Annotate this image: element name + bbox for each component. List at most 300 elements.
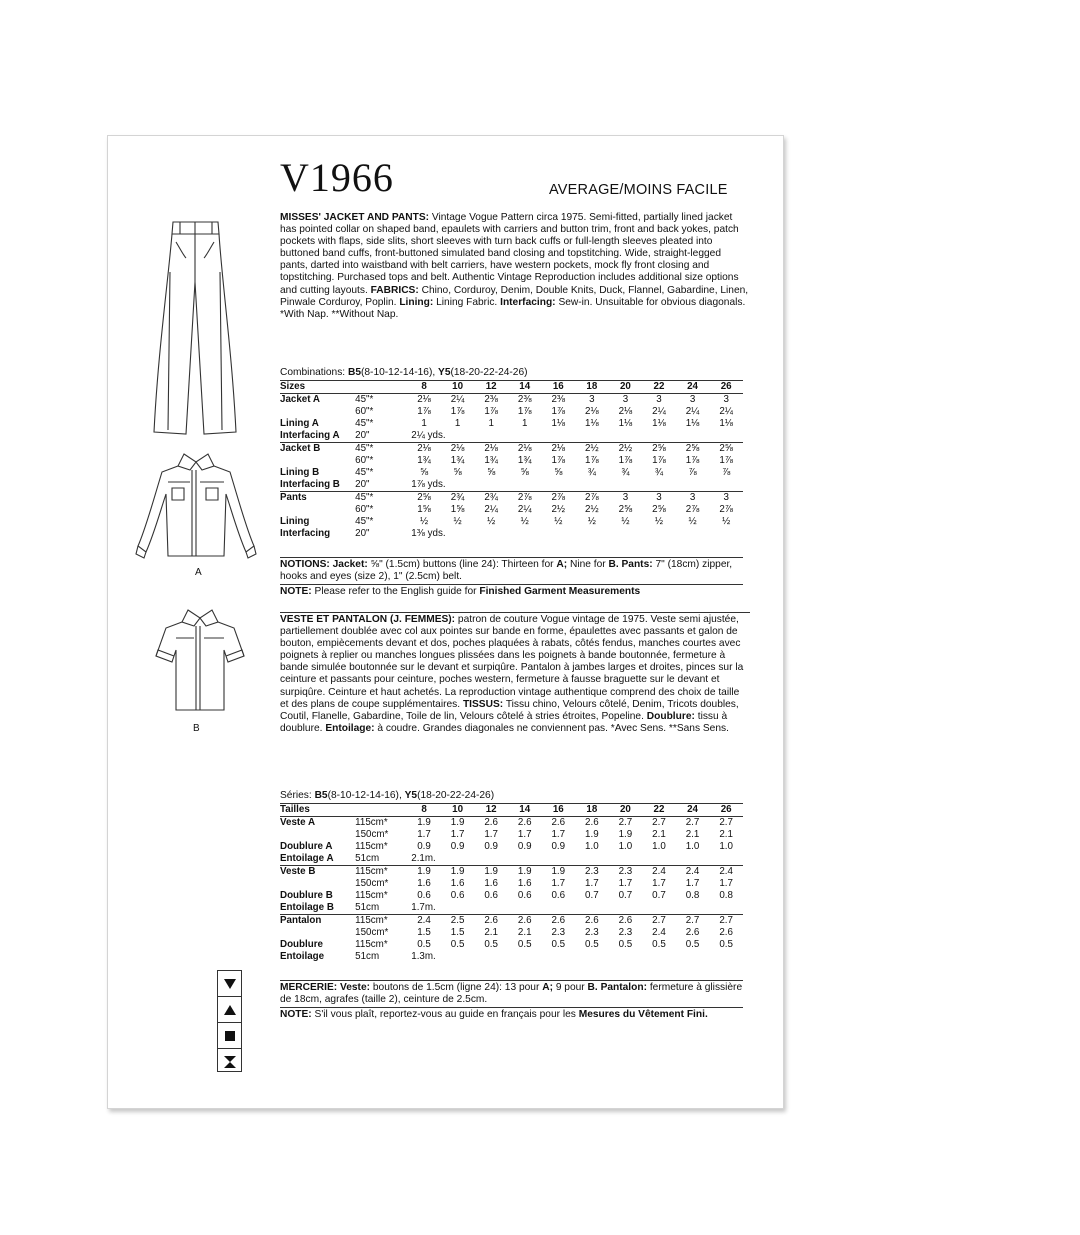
yardage-cell: 1⅞ (685, 455, 700, 466)
yardage-cell: 1⅞ (450, 406, 465, 417)
yardage-cell: 1⅛ (719, 418, 733, 429)
yardage-cell: 0.6 (450, 890, 465, 901)
yardage-cell: 0.5 (551, 939, 566, 950)
yardage-row (280, 516, 743, 528)
yardage-cell: 0.5 (450, 939, 465, 950)
yardage-cell: 2.7 (685, 817, 700, 828)
yardage-cell: 1.7 (517, 829, 532, 840)
yardage-cell: 1¾ (450, 455, 465, 466)
fabric-width: 150cm* (355, 927, 389, 938)
row-label: Pants (280, 492, 355, 505)
yardage-cell: 2⅝ (709, 443, 743, 456)
yardage-cell: 2.6 (484, 817, 498, 828)
yardage-cell: 2½ (609, 443, 643, 456)
fabric-width: 45"* (355, 443, 407, 456)
yardage-cell: 2.7 (719, 817, 733, 828)
row-label: Interfacing (280, 528, 331, 539)
yardage-cell: 2.4 (652, 927, 666, 938)
yardage-cell: 0.9 (484, 841, 498, 852)
yardage-cell: 2⅛ (508, 443, 542, 456)
yardage-cell: ½ (587, 516, 596, 527)
yardage-cell: ⅝ (520, 467, 529, 478)
yardage-cell: 0.5 (517, 939, 532, 950)
yardage-cell: 2¼ (685, 406, 700, 417)
fabric-width: 20" (355, 430, 370, 441)
yardage-cell: 1.5 (450, 927, 465, 938)
yardage-cell: 2.3 (575, 866, 609, 879)
yardage-cell: 1.7 (450, 829, 465, 840)
difficulty-label: AVERAGE/MOINS FACILE (549, 182, 728, 198)
yardage-cell: 0.9 (450, 841, 465, 852)
combinations-line: Combinations: B5(8-10-12-14-16), Y5(18-20-22-24-26) (280, 367, 528, 378)
yardage-cell: 2½ (575, 443, 609, 456)
yardage-cell: ½ (621, 516, 630, 527)
yardage-cell: 2⅛ (618, 406, 633, 417)
yardage-cell: 1⅛ (551, 418, 566, 429)
fabric-width: 150cm* (355, 829, 389, 840)
row-label (280, 504, 355, 516)
yardage-cell: 2.4 (642, 866, 676, 879)
yardage-row (280, 927, 743, 939)
yardage-cell: 2⅛ (441, 443, 475, 456)
yardage-cell: 2.6 (551, 817, 566, 828)
yardage-cell: 1.7 (585, 878, 599, 889)
fabric-width: 60"* (355, 455, 374, 466)
yardage-cell: 1¾ (417, 455, 431, 466)
yardage-total-cell: 1.7m. (411, 902, 436, 913)
yardage-cell: 3 (689, 394, 696, 405)
yardage-cell: 0.7 (652, 890, 666, 901)
size-header-cell: 24 (676, 381, 710, 394)
fabric-width: 51cm (355, 902, 380, 913)
size-header-cell: 26 (709, 804, 743, 817)
fabric-width: 115cm* (355, 915, 407, 928)
yardage-cell: 2.4 (709, 866, 743, 879)
yardage-cell: ½ (520, 516, 529, 527)
fabric-width: 60"* (355, 504, 374, 515)
yardage-cell: 1⅝ (450, 504, 465, 515)
size-header-cell: 12 (474, 381, 508, 394)
yardage-cell: 1.0 (685, 841, 700, 852)
jacket-a-illustration (132, 448, 262, 563)
yardage-cell: 2.6 (685, 927, 700, 938)
yardage-cell: ⅝ (419, 467, 429, 478)
yardage-cell: 1¾ (484, 455, 498, 466)
yardage-cell: 2.6 (585, 817, 599, 828)
yardage-cell: 1¾ (517, 455, 532, 466)
yardage-cell: 1.9 (474, 866, 508, 879)
yardage-cell: 3 (709, 492, 743, 505)
yardage-cell: 2⅜ (517, 394, 532, 405)
yardage-cell: 2⅞ (508, 492, 542, 505)
yardage-row (280, 902, 743, 915)
yardage-cell: 2.6 (474, 915, 508, 928)
yardage-cell: 0.5 (652, 939, 666, 950)
yardage-cell: 2.3 (551, 927, 566, 938)
pants-illustration (140, 212, 250, 442)
size-header-row (280, 804, 743, 817)
yardage-cell: 2⅛ (585, 406, 599, 417)
french-mercerie: MERCERIE: Veste: boutons de 1.5cm (ligne 24): 13 pour A; 9 pour B. Pantalon: fermeture à glissière de 18cm, agrafes (taille 2), ceinture de 2.5cm. (280, 982, 743, 1006)
yardage-cell: 2⅝ (407, 492, 441, 505)
yardage-cell: 0.6 (551, 890, 566, 901)
view-b-caption: B (193, 723, 200, 734)
yardage-cell: 3 (723, 394, 729, 405)
yardage-cell: 1.9 (441, 866, 475, 879)
yardage-cell: 2¼ (652, 406, 666, 417)
yardage-cell: 1⅞ (585, 455, 599, 466)
yardage-row (280, 430, 743, 443)
fabric-width: 45"* (355, 418, 374, 429)
yardage-cell: 2⅛ (417, 394, 431, 405)
yardage-cell: 2.1 (719, 829, 733, 840)
yardage-cell: 1.9 (618, 829, 633, 840)
yardage-cell: 1.9 (407, 866, 441, 879)
yardage-cell: 3 (609, 492, 643, 505)
yardage-row (280, 817, 743, 830)
yardage-cell: 2.6 (575, 915, 609, 928)
yardage-cell: 1⅛ (618, 418, 633, 429)
interfacing-label: Interfacing: (500, 296, 556, 308)
yardage-cell: 1.6 (450, 878, 465, 889)
size-header-cell: 8 (407, 804, 441, 817)
yardage-cell: 0.5 (618, 939, 633, 950)
yardage-cell: 1⅝ (417, 504, 431, 515)
yardage-cell: 1.7 (551, 878, 566, 889)
yardage-cell: 1⅞ (719, 455, 733, 466)
yardage-cell: 1.9 (585, 829, 599, 840)
yardage-cell: 0.5 (685, 939, 700, 950)
fabric-width: 115cm* (355, 890, 388, 901)
yardage-cell: 1⅛ (585, 418, 599, 429)
english-description (280, 212, 750, 321)
size-header-cell: 26 (709, 381, 743, 394)
yardage-cell: ½ (419, 516, 429, 527)
yardage-cell: 2⅛ (407, 443, 441, 456)
yardage-cell: 2.7 (618, 817, 633, 828)
yardage-cell: 1.6 (517, 878, 532, 889)
yardage-cell: 1⅞ (551, 455, 566, 466)
yardage-cell: 2⅞ (685, 504, 700, 515)
square-icon (218, 1022, 241, 1048)
yardage-cell: ¾ (654, 467, 664, 478)
yardage-row (280, 406, 743, 418)
yardage-row (280, 455, 743, 467)
yardage-total-cell: 1⅜ yds. (411, 528, 446, 539)
yardage-cell: 0.9 (517, 841, 532, 852)
yardage-cell: 1⅛ (685, 418, 700, 429)
yardage-cell: 1.9 (417, 817, 431, 828)
yardage-cell: ½ (554, 516, 563, 527)
yardage-cell: 2.4 (676, 866, 710, 879)
yardage-cell: ½ (453, 516, 462, 527)
yardage-row (280, 504, 743, 516)
yardage-cell: 1⅞ (551, 406, 566, 417)
yardage-row (280, 467, 743, 479)
yardage-cell: 2.6 (542, 915, 576, 928)
yardage-cell: 1 (488, 418, 494, 429)
english-desc: Vintage Vogue Pattern circa 1975. Semi-fitted, partially lined jacket has pointed collar on shaped band, epaulets with carriers and button trim, front and back yokes, patch pockets with flaps, side slits, short sleeves with turn back cuffs or full-length sleeves pleated into buttoned band cuffs, front-buttoned simulated band closing and topstitching. Wide, straight-legged pants, darted into waistband with belt carriers, have western pockets, mock fly front closing and topstitching. Purchased tops and belt. Authentic Vintage Reproduction includes additional size options and cutting layouts. (280, 212, 739, 296)
yardage-cell: 1.7 (551, 829, 566, 840)
row-label: Interfacing B (280, 479, 340, 490)
row-label: Interfacing A (280, 430, 340, 441)
view-a-caption: A (195, 567, 202, 578)
yardage-cell: ⅞ (688, 467, 697, 478)
fabric-width: 51cm (355, 951, 380, 962)
yardage-cell: 3 (642, 492, 676, 505)
yardage-cell: 0.8 (719, 890, 733, 901)
fabric-width: 60"* (355, 406, 374, 417)
yardage-row (280, 829, 743, 841)
yardage-cell: 2.4 (407, 915, 441, 928)
yardage-total-cell: 1.3m. (411, 951, 436, 962)
yardage-row (280, 418, 743, 430)
yardage-row (280, 479, 743, 492)
row-label: Entoilage A (280, 853, 334, 864)
english-title: MISSES' JACKET AND PANTS: (280, 212, 430, 223)
yardage-total-cell: 1⅞ yds. (411, 479, 446, 490)
yardage-cell: 2½ (551, 504, 566, 515)
yardage-cell: 2.6 (508, 915, 542, 928)
row-label: Doublure (280, 939, 323, 950)
row-label (280, 455, 355, 467)
size-header-cell: 22 (642, 804, 676, 817)
yardage-cell: 1.5 (417, 927, 431, 938)
size-header-row (280, 381, 743, 394)
yardage-cell: 1⅛ (652, 418, 666, 429)
row-label: Doublure B (280, 890, 333, 901)
yardage-cell: 1.7 (417, 829, 431, 840)
yardage-cell: 1.7 (685, 878, 700, 889)
row-label: Entoilage (280, 951, 325, 962)
yardage-row (280, 915, 743, 928)
yardage-cell: 0.5 (484, 939, 498, 950)
yardage-row (280, 890, 743, 902)
french-note: NOTE: S'il vous plaît, reportez-vous au guide en français pour les Mesures du Vêtement Fini. (280, 1007, 743, 1021)
yardage-cell: 2.3 (585, 927, 599, 938)
size-header-cell: 18 (575, 804, 609, 817)
yardage-cell: 1.0 (585, 841, 599, 852)
yardage-cell: 1⅞ (618, 455, 633, 466)
yardage-cell: 3 (656, 394, 662, 405)
yardage-cell: 0.6 (517, 890, 532, 901)
fabrics-text: Chino, Corduroy, Denim, Double Knits, Duck, Flannel, Gabardine, Linen, Pinwale Corduroy, Poplin. (280, 284, 749, 308)
yardage-cell: 2⅛ (542, 443, 576, 456)
row-label: Veste A (280, 817, 316, 828)
size-header-cell: 14 (508, 381, 542, 394)
yardage-cell: 0.8 (685, 890, 700, 901)
yardage-cell: 2.1 (484, 927, 498, 938)
size-header-cell: 22 (642, 381, 676, 394)
yardage-cell: 0.7 (618, 890, 633, 901)
fabric-width: 115cm* (355, 817, 388, 828)
yardage-cell: 2⅝ (676, 443, 710, 456)
yardage-cell: 0.5 (417, 939, 431, 950)
yardage-cell: 3 (622, 394, 629, 405)
yardage-row (280, 951, 743, 963)
yardage-cell: 0.5 (719, 939, 733, 950)
yardage-cell: ⅝ (487, 467, 496, 478)
yardage-cell: 1.9 (508, 866, 542, 879)
row-label: Lining (280, 516, 310, 527)
row-label (280, 878, 355, 890)
yardage-cell: 2¼ (517, 504, 532, 515)
size-header-cell: 20 (609, 804, 643, 817)
yardage-cell: 1.0 (719, 841, 733, 852)
size-header-cell: 16 (542, 804, 576, 817)
yardage-cell: 1⅞ (484, 406, 498, 417)
yardage-cell: 2⅞ (575, 492, 609, 505)
yardage-cell: 2.6 (609, 915, 643, 928)
size-header-cell: 10 (441, 381, 475, 394)
yardage-cell: 2¼ (484, 504, 498, 515)
yardage-cell: 0.5 (585, 939, 599, 950)
row-label: Jacket A (280, 394, 320, 405)
size-header-cell: 18 (575, 381, 609, 394)
fabric-width: 45"* (355, 394, 374, 405)
yardage-cell: ¾ (587, 467, 596, 478)
pattern-symbols (217, 970, 242, 1072)
yardage-cell: 2⅜ (484, 394, 498, 405)
fabric-width: 51cm (355, 853, 380, 864)
fabric-width: 150cm* (355, 878, 389, 889)
yardage-cell: 2.1 (517, 927, 532, 938)
yardage-cell: 2⅝ (652, 504, 666, 515)
yardage-cell: ½ (487, 516, 496, 527)
yardage-cell: 1.9 (542, 866, 576, 879)
yardage-row (280, 394, 743, 407)
yardage-cell: 1⅞ (652, 455, 666, 466)
yardage-cell: 2⅛ (474, 443, 508, 456)
yardage-row (280, 939, 743, 951)
size-header-cell: 20 (609, 381, 643, 394)
yardage-cell: 0.6 (417, 890, 431, 901)
yardage-cell: 2.6 (719, 927, 733, 938)
yardage-cell: 0.7 (585, 890, 599, 901)
yardage-cell: 2¼ (450, 394, 465, 405)
yardage-cell: 3 (589, 394, 595, 405)
yardage-cell: 1.7 (484, 829, 498, 840)
size-header-cell: 24 (676, 804, 710, 817)
row-label: Lining B (280, 467, 320, 478)
yardage-cell: 1.6 (417, 878, 431, 889)
yardage-cell: 1.0 (618, 841, 633, 852)
yardage-cell: 2⅞ (542, 492, 576, 505)
fabric-width: 20" (355, 479, 370, 490)
yardage-cell: 1⅞ (517, 406, 532, 417)
yardage-total-cell: 2.1m. (411, 853, 436, 864)
yardage-cell: 2⅜ (551, 394, 566, 405)
english-note: NOTE: Please refer to the English guide for Finished Garment Measurements (280, 584, 743, 598)
yardage-cell: 2⅞ (719, 504, 733, 515)
yardage-cell: 2.7 (652, 817, 666, 828)
yardage-cell: 1.6 (484, 878, 498, 889)
yardage-cell: 2.3 (618, 927, 633, 938)
lining-label: Lining: (399, 296, 434, 308)
sizes-label: Sizes (280, 381, 355, 394)
interfacing-text: Sew-in. Unsuitable for obvious diagonals. *With Nap. **Without Nap. (280, 296, 746, 320)
row-label (280, 829, 355, 841)
yardage-cell: 1 (522, 418, 528, 429)
fabric-width: 115cm* (355, 841, 388, 852)
yardage-cell: 2.7 (709, 915, 743, 928)
triangle-down-icon (218, 971, 241, 996)
yardage-row (280, 528, 743, 540)
row-label: Veste B (280, 866, 355, 879)
yardage-cell: 2.3 (609, 866, 643, 879)
row-label: Lining A (280, 418, 319, 429)
french-yardage-table (280, 803, 743, 963)
series-line: Séries: B5(8-10-12-14-16), Y5(18-20-22-24-26) (280, 790, 495, 801)
yardage-cell: 2¼ (719, 406, 733, 417)
row-label (280, 406, 355, 418)
fabric-width: 45"* (355, 516, 374, 527)
yardage-cell: 1 (454, 418, 461, 429)
yardage-cell: 1.0 (652, 841, 666, 852)
yardage-cell: 1 (421, 418, 427, 429)
lining-text: Lining Fabric. (436, 296, 498, 308)
fabric-width: 20" (355, 528, 370, 539)
yardage-cell: ½ (722, 516, 731, 527)
fabric-width: 45"* (355, 467, 374, 478)
row-label: Entoilage B (280, 902, 334, 913)
yardage-row (280, 853, 743, 866)
yardage-row (280, 841, 743, 853)
yardage-cell: 2.1 (685, 829, 700, 840)
size-header-cell: 8 (407, 381, 441, 394)
hourglass-icon (218, 1048, 241, 1074)
triangle-up-icon (218, 996, 241, 1022)
french-title: VESTE ET PANTALON (J. FEMMES): (280, 614, 456, 625)
yardage-cell: ⅝ (554, 467, 563, 478)
yardage-cell: 2⅝ (618, 504, 633, 515)
row-label: Pantalon (280, 915, 355, 928)
row-label: Jacket B (280, 443, 355, 456)
french-description: VESTE ET PANTALON (J. FEMMES): patron de couture Vogue vintage de 1975. Veste semi ajustée, partiellement doublée avec col aux pointes sur bande en forme, épaulettes avec passants et galon de bouton, empiècements devant et dos, poches plaquées à rabats, côtés fendus, manches courtes avec poignets à replier ou manches longues plissées dans les poignets à bande boutonnée, fermeture à bande simulée boutonnée sur le devant et surpiqûre. Pantalon à jambes larges et droites, pinces sur la ceinture et passants pour ceinture, poches western, fermeture à fausse braguette sur le devant et surpiqûre. Ceinture et haut achetés. La reproduction vintage authentique comprend des choix de taille et des plans de coupe supplémentaires. TISSUS: Tissu chino, Velours côtelé, Denim, Tricots doubles, Coutil, Flanelle, Gabardine, Toile de lin, Velours côtelé à stries étroites, Popeline. Doublure: tissu à doublure. Entoilage: à coudre. Grandes diagonales ne conviennent pas. *Avec Sens. **Sans Sens. (280, 612, 750, 735)
sizes-label: Tailles (280, 804, 355, 817)
size-header-cell: 10 (441, 804, 475, 817)
fabric-width: 115cm* (355, 939, 388, 950)
yardage-cell: 2.1 (652, 829, 666, 840)
size-header-cell: 14 (508, 804, 542, 817)
yardage-row (280, 492, 743, 505)
size-header-cell: 16 (542, 381, 576, 394)
yardage-cell: 1⅞ (417, 406, 431, 417)
yardage-row (280, 443, 743, 456)
english-notions: NOTIONS: Jacket: ⅝" (1.5cm) buttons (line 24): Thirteen for A; Nine for B. Pants: 7" (18cm) zipper, hooks and eyes (size 2), 1" (2.5cm) belt. (280, 557, 743, 583)
yardage-cell: 0.9 (417, 841, 431, 852)
yardage-row (280, 866, 743, 879)
yardage-cell: 0.6 (484, 890, 498, 901)
yardage-cell: 2⅝ (642, 443, 676, 456)
size-header-cell: 12 (474, 804, 508, 817)
row-label: Doublure A (280, 841, 333, 852)
yardage-cell: 3 (676, 492, 710, 505)
yardage-cell: 1.7 (719, 878, 733, 889)
yardage-cell: 1.7 (652, 878, 666, 889)
yardage-cell: 2.7 (676, 915, 710, 928)
row-label (280, 927, 355, 939)
jacket-b-illustration (150, 604, 250, 716)
yardage-cell: 2.6 (517, 817, 532, 828)
yardage-cell: 1.7 (618, 878, 633, 889)
yardage-cell: 2.5 (441, 915, 475, 928)
fabrics-label: FABRICS: (370, 284, 419, 296)
yardage-total-cell: 2¼ yds. (411, 430, 446, 441)
yardage-cell: ¾ (621, 467, 630, 478)
yardage-cell: 2.7 (642, 915, 676, 928)
yardage-cell: ⅝ (453, 467, 462, 478)
